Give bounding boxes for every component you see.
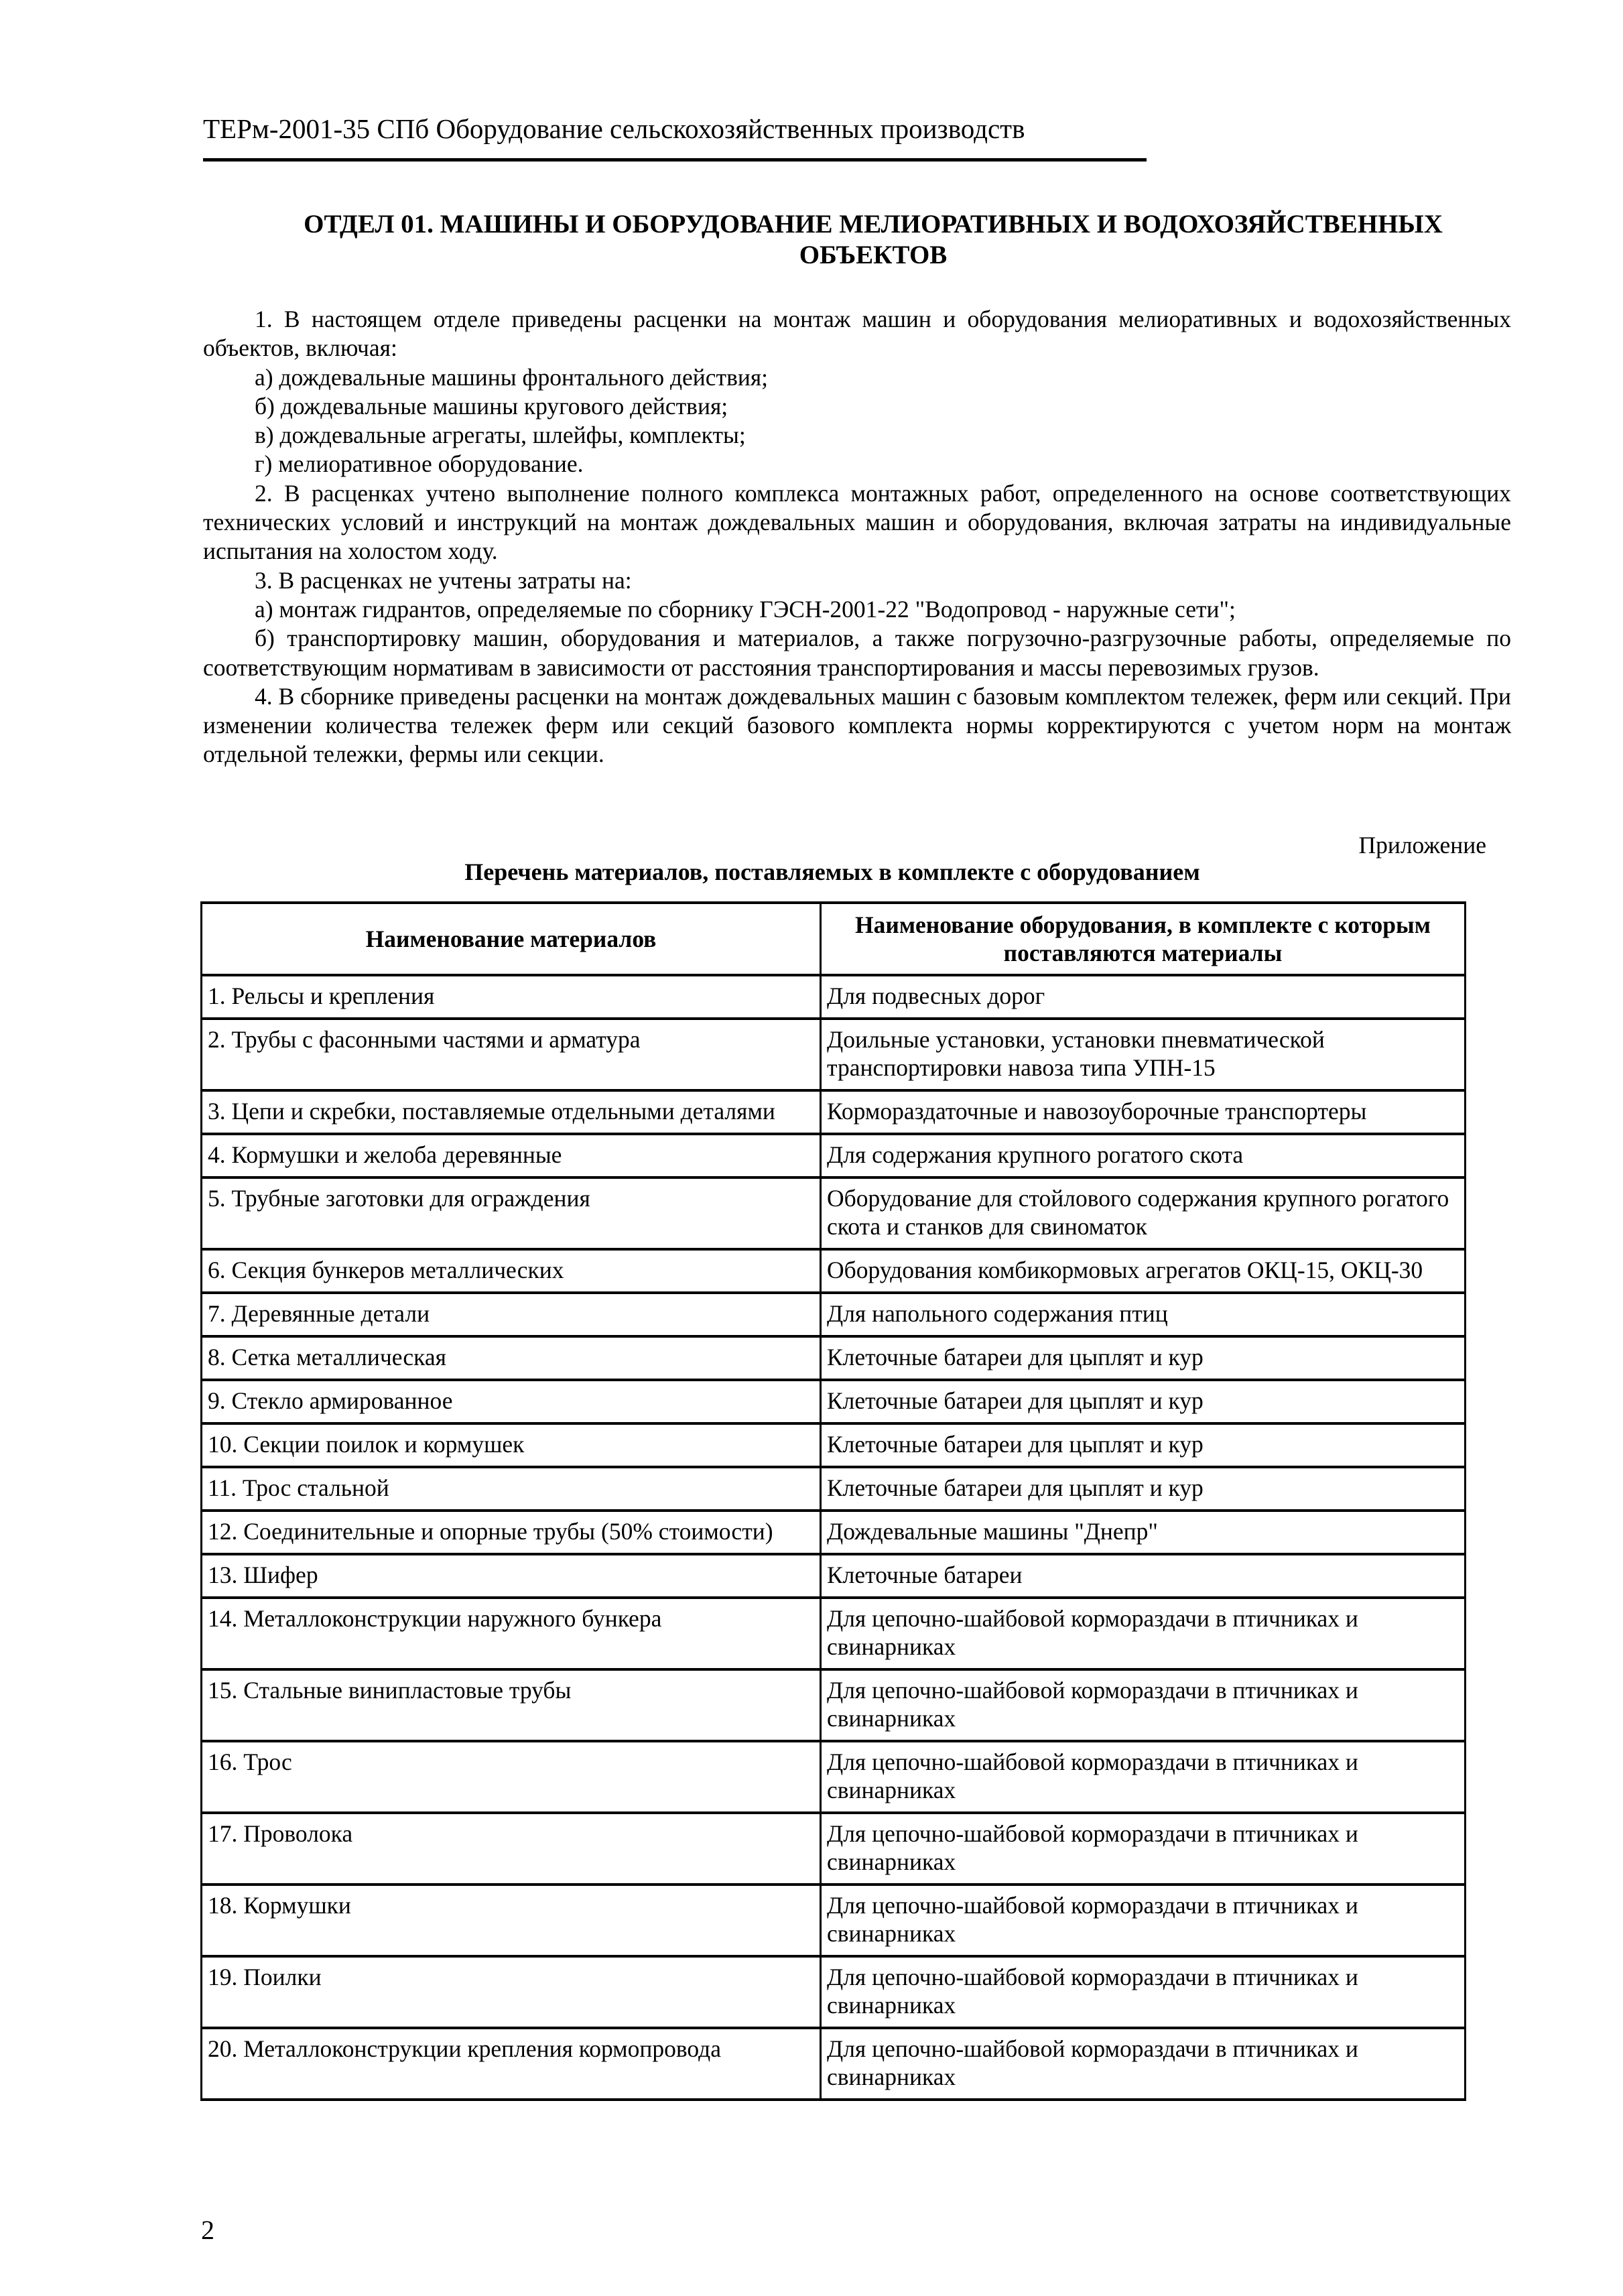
equipment-name-cell: Доильные установки, установки пневматической транспортировки навоза типа УПН-15 bbox=[821, 1019, 1466, 1090]
equipment-name-cell: Для содержания крупного рогатого скота bbox=[821, 1134, 1466, 1177]
table-row bbox=[202, 1380, 1466, 1423]
header-rule bbox=[203, 158, 1147, 162]
list-item: а) дождевальные машины фронтального действия; bbox=[255, 363, 769, 391]
table-body bbox=[202, 975, 1466, 2100]
equipment-name-cell: Клеточные батареи bbox=[821, 1554, 1466, 1598]
table-row bbox=[202, 1336, 1466, 1380]
material-name-cell: 12. Соединительные и опорные трубы (50% стоимости) bbox=[202, 1511, 821, 1554]
equipment-name-cell: Клеточные батареи для цыплят и кур bbox=[821, 1336, 1466, 1380]
table-row bbox=[202, 1741, 1466, 1813]
list-item: б) дождевальные машины кругового действия; bbox=[255, 392, 728, 420]
table-row bbox=[202, 1511, 1466, 1554]
material-name-cell: 14. Металлоконструкции наружного бункера bbox=[202, 1598, 821, 1669]
table-row bbox=[202, 1813, 1466, 1885]
table-row bbox=[202, 1134, 1466, 1177]
list-item: г) мелиоративное оборудование. bbox=[255, 450, 584, 478]
table-header-row bbox=[202, 903, 1466, 975]
table-row bbox=[202, 2028, 1466, 2100]
material-name-cell: 13. Шифер bbox=[202, 1554, 821, 1598]
equipment-name-cell: Для цепочно-шайбовой кормораздачи в птичниках и свинарниках bbox=[821, 2028, 1466, 2100]
table-row bbox=[202, 1249, 1466, 1293]
paragraph-4: 4. В сборнике приведены расценки на монтаж дождевальных машин с базовым комплектом тележек, ферм или секций. При изменении количества тележек ферм или секций базового комплекта нормы корректируются с учетом норм на монтаж отдельной тележки, фермы или секции. bbox=[203, 682, 1511, 768]
material-name-cell: 9. Стекло армированное bbox=[202, 1380, 821, 1423]
paragraph-1: 1. В настоящем отделе приведены расценки на монтаж машин и оборудования мелиоративных и водохозяйственных объектов, включая: bbox=[203, 306, 1511, 362]
equipment-name-cell: Клеточные батареи для цыплят и кур bbox=[821, 1380, 1466, 1423]
table-row bbox=[202, 975, 1466, 1019]
material-name-cell: 3. Цепи и скребки, поставляемые отдельными деталями bbox=[202, 1090, 821, 1134]
equipment-name-cell: Клеточные батареи для цыплят и кур bbox=[821, 1423, 1466, 1467]
equipment-name-cell: Дождевальные машины "Днепр" bbox=[821, 1511, 1466, 1554]
equipment-name-cell: Для цепочно-шайбовой кормораздачи в птичниках и свинарниках bbox=[821, 1956, 1466, 2028]
equipment-name-cell: Для цепочно-шайбовой кормораздачи в птичниках и свинарниках bbox=[821, 1885, 1466, 1956]
materials-table bbox=[200, 901, 1466, 2101]
material-name-cell: 10. Секции поилок и кормушек bbox=[202, 1423, 821, 1467]
table-row bbox=[202, 1293, 1466, 1336]
table-row bbox=[202, 1423, 1466, 1467]
equipment-name-cell: Для напольного содержания птиц bbox=[821, 1293, 1466, 1336]
material-name-cell: 18. Кормушки bbox=[202, 1885, 821, 1956]
table-row bbox=[202, 1885, 1466, 1956]
running-header: ТЕРм-2001-35 СПб Оборудование сельскохозяйственных производств bbox=[203, 113, 1025, 144]
material-name-cell: 6. Секция бункеров металлических bbox=[202, 1249, 821, 1293]
material-name-cell: 19. Поилки bbox=[202, 1956, 821, 2028]
material-name-cell: 4. Кормушки и желоба деревянные bbox=[202, 1134, 821, 1177]
list-item: в) дождевальные агрегаты, шлейфы, комплекты; bbox=[255, 422, 746, 449]
equipment-name-cell: Оборудование для стойлового содержания крупного рогатого скота и станков для свиноматок bbox=[821, 1177, 1466, 1249]
table-row bbox=[202, 1598, 1466, 1669]
equipment-name-cell: Для цепочно-шайбовой кормораздачи в птичниках и свинарниках bbox=[821, 1598, 1466, 1669]
material-name-cell: 17. Проволока bbox=[202, 1813, 821, 1885]
equipment-name-cell: Для цепочно-шайбовой кормораздачи в птичниках и свинарниках bbox=[821, 1669, 1466, 1741]
table-row bbox=[202, 1177, 1466, 1249]
table-row bbox=[202, 1467, 1466, 1511]
equipment-name-cell: Оборудования комбикормовых агрегатов ОКЦ-15, ОКЦ-30 bbox=[821, 1249, 1466, 1293]
table-row bbox=[202, 1956, 1466, 2028]
equipment-name-cell: Для цепочно-шайбовой кормораздачи в птичниках и свинарниках bbox=[821, 1741, 1466, 1813]
material-name-cell: 20. Металлоконструкции крепления кормопровода bbox=[202, 2028, 821, 2100]
material-name-cell: 8. Сетка металлическая bbox=[202, 1336, 821, 1380]
table-caption: Перечень материалов, поставляемых в комплекте с оборудованием bbox=[464, 858, 1200, 885]
table-row bbox=[202, 1669, 1466, 1741]
material-name-cell: 2. Трубы с фасонными частями и арматура bbox=[202, 1019, 821, 1090]
table-row bbox=[202, 1554, 1466, 1598]
section-title bbox=[203, 209, 1543, 271]
page-number: 2 bbox=[201, 2215, 214, 2245]
material-name-cell: 7. Деревянные детали bbox=[202, 1293, 821, 1336]
list-item: б) транспортировку машин, оборудования и материалов, а также погрузочно-разгрузочные работы, определяемые по соответствующим нормативам в зависимости от расстояния транспортирования и массы перевозимых грузов. bbox=[203, 625, 1511, 681]
column-header-materials: Наименование материалов bbox=[202, 903, 821, 975]
table-row bbox=[202, 1090, 1466, 1134]
section-title-line-1: ОТДЕЛ 01. МАШИНЫ И ОБОРУДОВАНИЕ МЕЛИОРАТИВНЫХ И ВОДОХОЗЯЙСТВЕННЫХ bbox=[304, 210, 1443, 239]
appendix-label: Приложение bbox=[1358, 832, 1486, 858]
column-header-equipment: Наименование оборудования, в комплекте с которым поставляются материалы bbox=[821, 903, 1466, 975]
equipment-name-cell: Для цепочно-шайбовой кормораздачи в птичниках и свинарниках bbox=[821, 1813, 1466, 1885]
paragraph-2: 2. В расценках учтено выполнение полного комплекса монтажных работ, определенного на основе соответствующих технических условий и инструкций на монтаж дождевальных машин и оборудования, включая затраты на индивидуальные испытания на холостом ходу. bbox=[203, 479, 1511, 565]
paragraph-3: 3. В расценках не учтены затраты на: bbox=[255, 566, 632, 594]
equipment-name-cell: Для подвесных дорог bbox=[821, 975, 1466, 1019]
section-title-line-2: ОБЪЕКТОВ bbox=[799, 241, 948, 269]
material-name-cell: 15. Стальные винипластовые трубы bbox=[202, 1669, 821, 1741]
equipment-name-cell: Клеточные батареи для цыплят и кур bbox=[821, 1467, 1466, 1511]
table-row bbox=[202, 1019, 1466, 1090]
material-name-cell: 11. Трос стальной bbox=[202, 1467, 821, 1511]
equipment-name-cell: Кормораздаточные и навозоуборочные транспортеры bbox=[821, 1090, 1466, 1134]
material-name-cell: 5. Трубные заготовки для ограждения bbox=[202, 1177, 821, 1249]
material-name-cell: 16. Трос bbox=[202, 1741, 821, 1813]
list-item: а) монтаж гидрантов, определяемые по сборнику ГЭСН-2001-22 "Водопровод - наружные сети"; bbox=[255, 595, 1236, 623]
intro-text bbox=[203, 305, 1511, 769]
material-name-cell: 1. Рельсы и крепления bbox=[202, 975, 821, 1019]
